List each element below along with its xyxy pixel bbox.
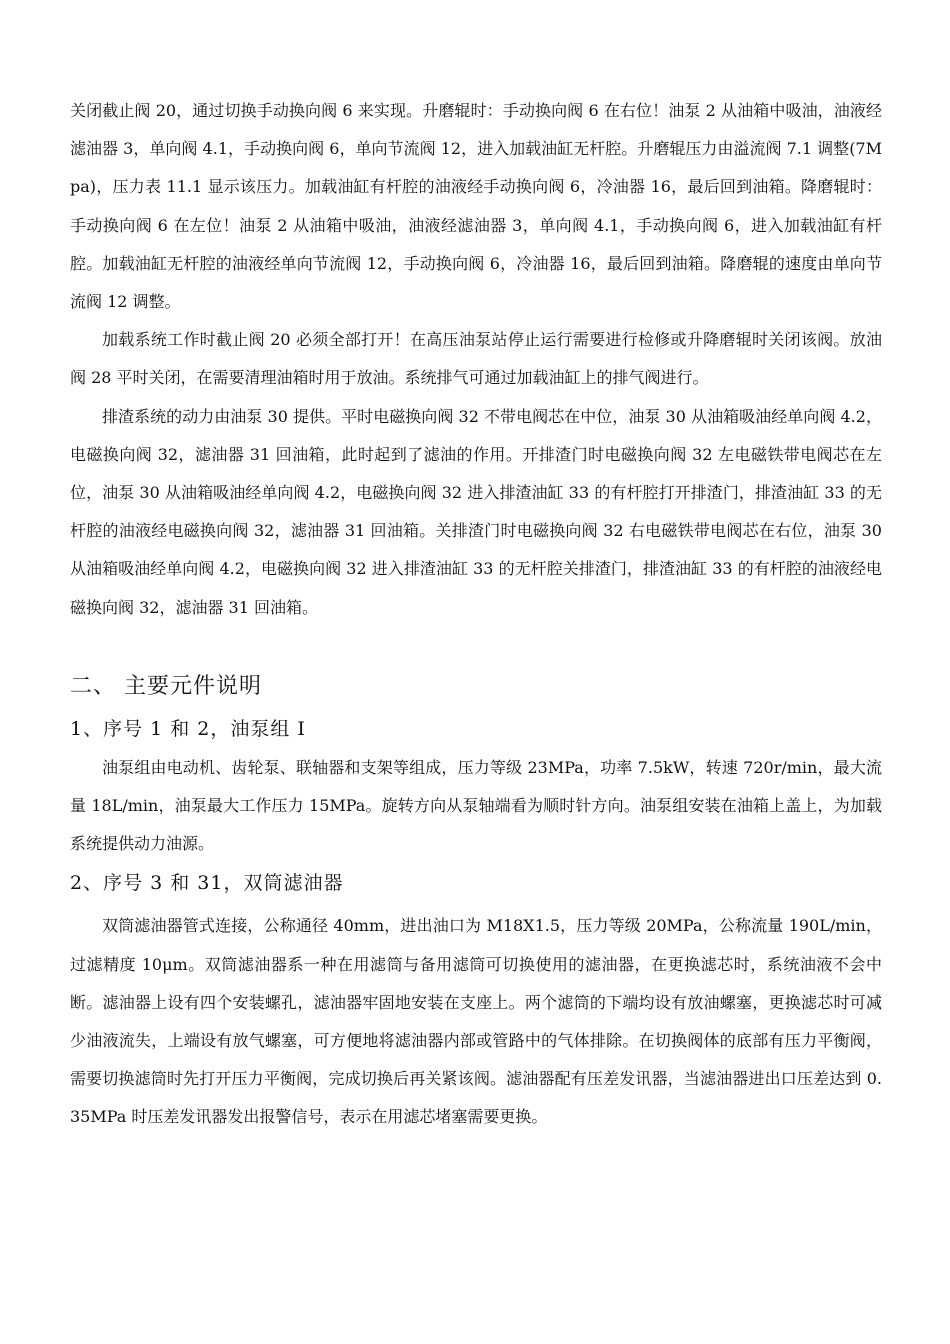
item-heading-pump-group: 1、序号 1 和 2，油泵组 I xyxy=(70,717,306,740)
paragraph-slag-discharge-system: 排渣系统的动力由油泵 30 提供。平时电磁换向阀 32 不带电阀芯在中位，油泵 30 从油箱吸油经单向阀 4.2，电磁换向阀 32，滤油器 31 回油箱，此时起到了滤油的作用。开排渣门时电磁换向阀 32 左电磁铁带电阀芯在左位，油泵 30 从油箱吸油经单向阀 4.2，电磁换向阀 32 进入排渣油缸 33 的有杆腔打开排渣门，排渣油缸 33 的无杆腔的油液经电磁换向阀 32，滤油器 31 回油箱。关排渣门时电磁换向阀 32 右电磁铁带电阀芯在右位，油泵 30 从油箱吸油经单向阀 4.2，电磁换向阀 32 进入排渣油缸 33 的无杆腔关排渣门，排渣油缸 33 的有杆腔的油液经电磁换向阀 32，滤油器 31 回油箱。 xyxy=(70,406,882,617)
page-content xyxy=(70,92,882,1137)
section-heading: 二、 主要元件说明 xyxy=(70,673,262,699)
paragraph-load-system-operation: 关闭截止阀 20，通过切换手动换向阀 6 来实现。升磨辊时：手动换向阀 6 在右位！油泵 2 从油箱中吸油，油液经滤油器 3，单向阀 4.1，手动换向阀 6，单向节流阀 12，进入加载油缸无杆腔。升磨辊压力由溢流阀 7.1 调整(7Mpa)，压力表 11.1 显示该压力。加载油缸有杆腔的油液经手动换向阀 6，冷油器 16，最后回到油箱。降磨辊时：手动换向阀 6 在左位！油泵 2 从油箱中吸油，油液经滤油器 3，单向阀 4.1，手动换向阀 6，进入加载油缸有杆腔。加载油缸无杆腔的油液经单向节流阀 12，手动换向阀 6，冷油器 16，最后回到油箱。降磨辊的速度由单向节流阀 12 调整。 xyxy=(70,101,882,312)
item-body-duplex-filter: 双筒滤油器管式连接，公称通径 40mm，进出油口为 M18X1.5，压力等级 20MPa，公称流量 190L/min，过滤精度 10μm。双筒滤油器系一种在用滤筒与备用滤筒可切换使用的滤油器，在更换滤芯时，系统油液不会中断。滤油器上设有四个安装螺孔，滤油器牢固地安装在支座上。两个滤筒的下端均设有放油螺塞，更换滤芯时可减少油液流失，上端设有放气螺塞，可方便地将滤油器内部或管路中的气体排除。在切换阀体的底部有压力平衡阀，需要切换滤筒时先打开压力平衡阀，完成切换后再关紧该阀。滤油器配有压差发讯器，当滤油器进出口压差达到 0.35MPa 时压差发讯器发出报警信号，表示在用滤芯堵塞需要更换。 xyxy=(70,916,882,1127)
spacer xyxy=(70,627,882,665)
item-heading-duplex-filter: 2、序号 3 和 31，双筒滤油器 xyxy=(70,872,344,895)
item-body-pump-group: 油泵组由电动机、齿轮泵、联轴器和支架等组成，压力等级 23MPa，功率 7.5kW，转速 720r/min，最大流量 18L/min，油泵最大工作压力 15MPa。旋转方向从泵轴端看为顺时针方向。油泵组安装在油箱上盖上，为加载系统提供动力油源。 xyxy=(70,757,882,854)
paragraph-shutoff-valve-note: 加载系统工作时截止阀 20 必须全部打开！在高压油泵站停止运行需要进行检修或升降磨辊时关闭该阀。放油阀 28 平时关闭，在需要清理油箱时用于放油。系统排气可通过加载油缸上的排气阀进行。 xyxy=(70,330,882,388)
